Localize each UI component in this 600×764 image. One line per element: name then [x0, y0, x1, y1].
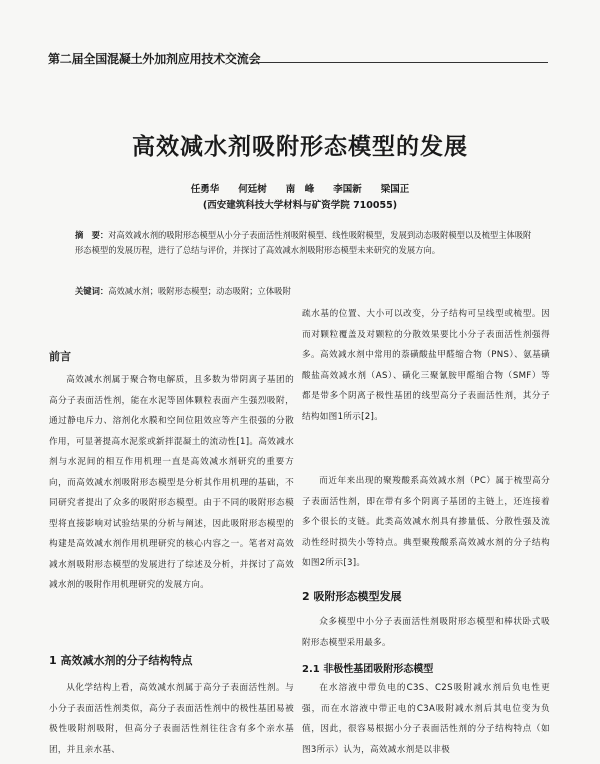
- section-2-1-paragraph: 在水溶液中带负电的C3S、C2S吸附减水剂后负电性更强，而在水溶液中带正电的C3A吸附减水剂后其电位变为负值，因此，很容易根据小分子表面活性剂的分子结构特点（如图3所示）认为，高效减水剂是以非极: [302, 683, 550, 755]
- running-head: 第二届全国混凝土外加剂应用技术交流会: [48, 52, 261, 66]
- continued-paragraph: 疏水基的位置、大小可以改变，分子结构可呈线型或梳型。因而对颗粒覆盖及对颗粒的分散效果要比小分子表面活性剂强得多。高效减水剂中常用的萘磺酸盐甲醛缩合物（PNS）、氨基磺酸盐高效减水剂（AS）、磺化三聚氰胺甲醛缩合物（SMF）等都是带多个阴离子极性基团的线型高分子表面活性剂，其分子结构如图1所示[2]。: [302, 309, 550, 422]
- author-list: 任勇华 何廷树 南 峰 李国新 梁国正: [190, 184, 410, 195]
- foreword-paragraph: 高效减水剂属于聚合物电解质，且多数为带阴离子基团的高分子表面活性剂，能在水泥等固体颗粒表面产生强烈吸附，通过静电斥力、溶剂化水膜和空间位阻效应等产生很强的分散作用，可显著提高水泥浆或新拌混凝土的流动性[1]。高效减水剂与水泥间的相互作用机理一直是高效减水剂研究的重要方向，而高效减水剂吸附形态模型是分析其作用机理的基础，不同研究者提出了众多的吸附形态模型。由于不同的吸附形态模型将直接影响对试验结果的分析与阐述，因此吸附形态模型的构建是高效减水剂作用机理研究的核心内容之一。笔者对高效减水剂吸附形态模型的发展进行了综述及分析，并探讨了高效减水剂的吸附作用机理研究的发展方向。: [49, 375, 294, 590]
- foreword-heading: 前言: [49, 350, 71, 363]
- paper-title: 高效减水剂吸附形态模型的发展: [132, 134, 468, 160]
- abstract-text: 对高效减水剂的吸附形态模型从小分子表面活性剂吸附模型、线性吸附模型，发展到动态吸附模型以及梳型主体吸附形态模型的发展历程，进行了总结与评价，并探讨了高效减水剂吸附形态模型未来研究的发展方向。: [75, 230, 532, 256]
- abstract: [75, 228, 537, 259]
- section-2-1-heading: 2.1 非极性基团吸附形态模型: [302, 664, 434, 675]
- section-2-heading: 2 吸附形态模型发展: [302, 590, 402, 603]
- pc-paragraph: 而近年来出现的聚羧酸系高效减水剂（PC）属于梳型高分子表面活性剂，即在带有多个阴离子基团的主链上，还连接着多个很长的支链。此类高效减水剂具有掺量低、分散性强及流动性经时损失小等特点。典型聚羧酸系高效减水剂的分子结构如图2所示[3]。: [302, 476, 550, 568]
- section-1-paragraph: 从化学结构上看，高效减水剂属于高分子表面活性剂。与小分子表面活性剂类似，高分子表面活性剂中的极性基团易被极性吸附剂吸附，但高分子表面活性剂往往含有多个亲水基团，并且亲水基、: [49, 683, 294, 755]
- section-2-paragraph: 众多模型中小分子表面活性剂吸附形态模型和棒状卧式吸附形态模型采用最多。: [302, 617, 550, 648]
- affiliation: (西安建筑科技大学材料与矿资学院 710055): [202, 200, 398, 211]
- keywords-text: 高效减水剂；吸附形态模型；动态吸附；立体吸附: [108, 286, 291, 296]
- header-rule: [256, 62, 548, 63]
- section-1-heading: 1 高效减水剂的分子结构特点: [49, 654, 193, 667]
- abstract-label: 摘 要：: [75, 230, 109, 240]
- keywords: [75, 285, 537, 297]
- keywords-label: 关键词：: [75, 286, 109, 296]
